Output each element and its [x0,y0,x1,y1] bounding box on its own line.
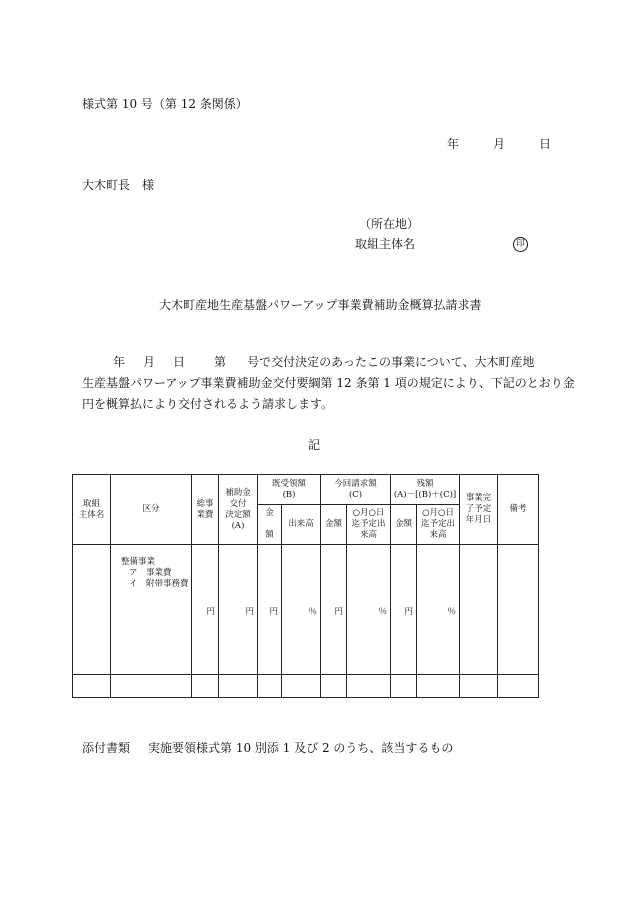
cell-decided-unit: 円 [219,545,258,675]
form-number: 様式第 10 号（第 12 条関係） [82,97,248,111]
date-day: 日 [539,137,552,151]
ki-heading: 記 [308,438,321,452]
seal-mark: 印 [513,237,528,252]
sub-header-remaining-amount: 金額 [391,505,417,545]
col-header-completion: 事業完 了予定 年月日 [460,475,498,545]
addressee: 大木町長 様 [82,178,155,192]
date-year: 年 [447,137,460,151]
cell-remarks [498,545,539,675]
body-month: 月 [143,355,156,369]
body-dai: 第 [214,355,227,369]
cell-remaining-percent: ％ [417,545,460,675]
body-line3: 円を概算払により交付されるよう請求します。 [82,397,334,411]
body-year: 年 [113,355,126,369]
body-day: 日 [173,355,186,369]
attachments-label: 添付書類 [82,741,131,755]
sub-header-received-amount: 金 額 [258,505,282,545]
cell-category-items [111,545,192,675]
col-header-remaining: 残額 (A)－[(B)＋(C)] [391,475,460,505]
col-header-category: 区分 [111,475,192,545]
table-row [73,545,539,675]
cell-entity [73,545,111,675]
cell-total-unit: 円 [192,545,219,675]
cell-current-percent: ％ [347,545,391,675]
address-label: （所在地） [359,217,420,231]
col-header-decided: 補助金 交付 決定額 (A) [219,475,258,545]
cell-remaining-unit: 円 [391,545,417,675]
cell-completion [460,545,498,675]
cell-current-unit: 円 [321,545,347,675]
col-header-current: 今回請求額 (C) [321,475,391,505]
sub-header-current-amount: 金額 [321,505,347,545]
list-item: ア 事業費 [129,568,172,578]
attachments-text: 実施要領様式第 10 別添 1 及び 2 のうち、該当するもの [148,741,454,755]
col-header-received: 既受領額 (B) [258,475,321,505]
cell-received-unit: 円 [258,545,282,675]
col-header-total: 総事 業費 [192,475,219,545]
applicant-name-label: 取組主体名 [355,237,416,251]
body-line2: 生産基盤パワーアップ事業費補助金交付要綱第 12 条第 1 項の規定により、下記のとおり金 [82,376,575,390]
col-header-remarks: 備考 [498,475,539,545]
request-body [82,352,575,415]
list-item: 整備事業 [121,557,156,567]
sub-header-current-progress: ○月○日 迄予定出 来高 [347,505,391,545]
document-title: 大木町産地生産基盤パワーアップ事業費補助金概算払請求書 [159,298,482,312]
sub-header-remaining-progress: ○月○日 迄予定出 来高 [417,505,460,545]
table-row [73,675,539,698]
list-item: イ 附帯事務費 [129,579,189,589]
body-line1: 号で交付決定のあったこの事業について、大木町産地 [247,355,535,369]
claim-table [72,474,539,698]
cell-received-percent: ％ [282,545,321,675]
date-month: 月 [493,137,506,151]
sub-header-received-progress: 出来高 [282,505,321,545]
col-header-entity: 取組 主体名 [73,475,111,545]
